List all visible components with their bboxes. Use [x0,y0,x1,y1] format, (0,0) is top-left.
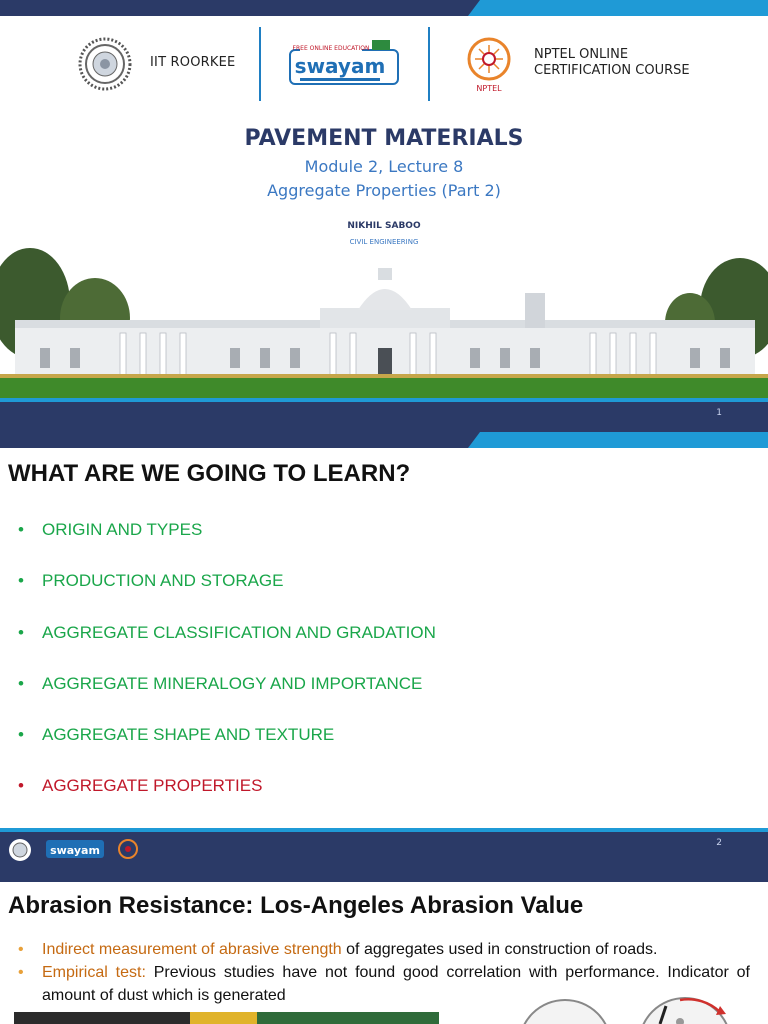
outline-item-label: PRODUCTION AND STORAGE [42,571,284,591]
swayam-logo-icon [288,40,400,88]
divider [428,27,430,101]
page-number: 2 [716,838,722,848]
highlight-text: Empirical test: [42,964,146,981]
lecture-topic: Aggregate Properties (Part 2) [267,181,501,200]
top-banner [0,0,768,16]
slide-heading: WHAT ARE WE GOING TO LEARN? [8,460,411,487]
outline-item-label: ORIGIN AND TYPES [42,520,203,539]
bullet-dot: • [18,776,24,796]
department-label: CIVIL ENGINEERING [349,238,419,246]
swayam-logo-icon [45,838,105,860]
swayam-wordmark: swayam [294,54,386,78]
banner-accent [468,432,768,448]
abrasion-slide [0,878,768,1024]
bullet-dot: • [18,622,24,642]
nptel-logo-text: NPTEL [476,84,502,93]
bullet-dot: • [18,571,24,591]
bullet-dot: • [18,964,24,981]
outline-item-label: AGGREGATE PROPERTIES [42,776,263,796]
outline-item [18,623,436,674]
course-title: PAVEMENT MATERIALS [244,126,524,151]
nptel-line-1: NPTEL ONLINE [534,47,629,62]
nptel-logo-icon [117,838,139,862]
test-photo [257,1012,439,1024]
divider [259,27,261,101]
bullet-dot: • [18,941,24,958]
list-item [18,938,750,961]
instructor-name: NIKHIL SABOO [347,221,421,231]
abrasion-drum-rotation-diagram [630,992,740,1024]
iit-roorkee-label: IIT ROORKEE [150,55,236,70]
bullet-dot: • [18,725,24,745]
nptel-logo-icon [462,35,516,95]
outline-item [18,776,436,827]
module-label: Module 2, Lecture 8 [304,157,464,176]
outline-item [18,674,436,725]
nptel-line-2: CERTIFICATION COURSE [534,63,690,78]
abrasion-drum-diagram [515,996,615,1024]
outline-item-label: AGGREGATE SHAPE AND TEXTURE [42,725,335,745]
outline-item [18,571,436,622]
banner-accent [468,0,768,16]
bullet-dot: • [18,520,24,539]
iit-roorkee-logo-icon [78,37,132,91]
swayam-tagline: FREE ONLINE EDUCATION [292,45,370,52]
swayam-wordmark: swayam [50,844,100,857]
outline-list [18,520,436,828]
learning-outline-slide [0,432,768,878]
test-photo [190,1012,257,1024]
page-number: 1 [716,408,722,418]
top-banner [0,432,768,448]
outline-item [18,520,436,571]
slide-heading: Abrasion Resistance: Los-Angeles Abrasion Value [8,892,584,919]
test-photo [14,1012,190,1024]
iit-roorkee-logo-icon [8,838,32,862]
campus-building-photo [0,248,768,398]
top-banner [0,878,768,882]
outline-item-label: AGGREGATE CLASSIFICATION AND GRADATION [42,622,436,642]
bullet-dot: • [18,673,24,693]
outline-item [18,725,436,776]
outline-item-label: AGGREGATE MINERALOGY AND IMPORTANCE [42,673,423,693]
banner-accent-line [0,398,768,402]
footer-banner [0,828,768,878]
banner-accent-line [0,828,768,832]
nptel-label [534,47,690,79]
highlight-text: Indirect measurement of abrasive strength [42,941,342,958]
body-text: Previous studies have not found good correlation with performance. Indicator of amount of dust which is generated [42,964,751,1004]
body-text: of aggregates used in construction of roads. [341,941,658,958]
title-slide [0,0,768,448]
